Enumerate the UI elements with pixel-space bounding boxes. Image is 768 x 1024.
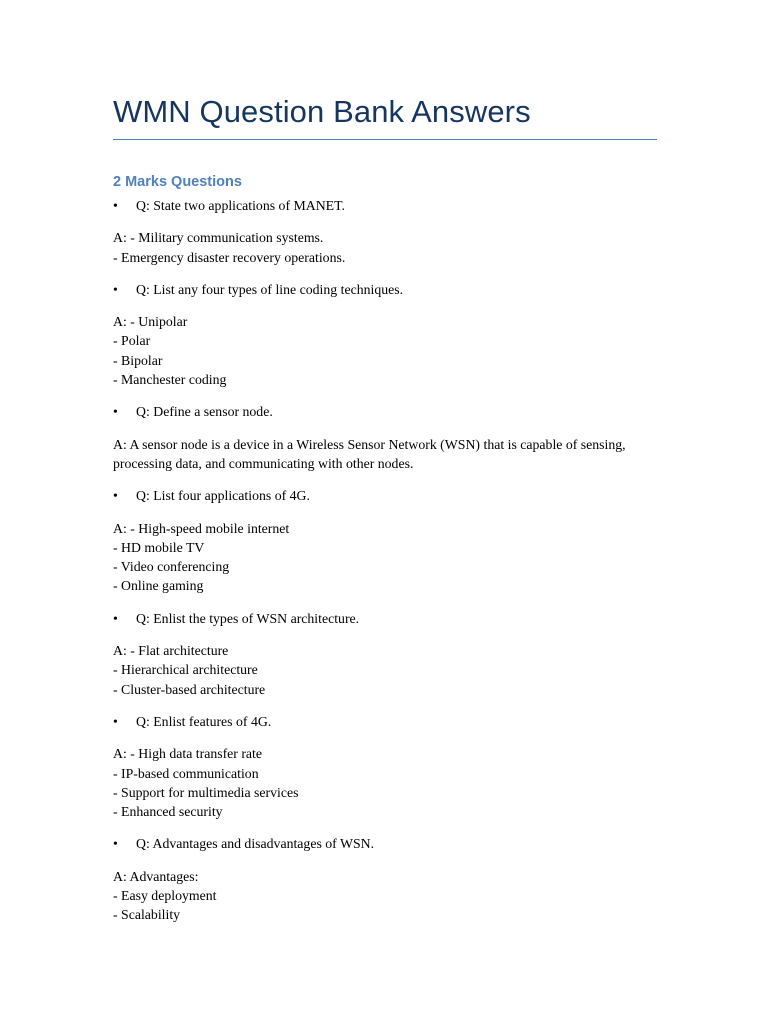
answer-line: - Polar [113,333,151,349]
bullet-icon: • [113,198,118,213]
answer-line: A: - Military communication systems. [113,230,324,246]
bullet-icon: • [113,281,118,297]
question-line [113,712,657,731]
question-line [113,196,657,215]
question-text: Q: List four applications of 4G. [136,488,310,504]
answer-line: - Easy deployment [113,888,217,904]
answer-block [113,641,657,699]
answer-line: - IP-based communication [113,765,259,781]
answer-line: - Emergency disaster recovery operations. [113,249,346,265]
question-text: Q: Enlist the types of WSN architecture. [136,610,360,626]
answer-line: - Online gaming [113,578,204,594]
question-line [113,402,657,421]
bullet-icon: • [113,404,118,420]
question-text: Q: State two applications of MANET. [136,198,345,213]
answer-line: A: - High data transfer rate [113,746,263,762]
document-title: WMN Question Bank Answers [113,94,531,129]
answer-block [113,312,657,389]
answer-block [113,867,657,925]
qa-item [113,609,657,699]
answer-block [113,435,657,474]
answer-line: A: - Unipolar [113,314,188,330]
answer-line: A: - Flat architecture [113,643,229,659]
question-answer-list [113,196,657,938]
answer-line: - Cluster-based architecture [113,681,266,697]
answer-line: - Scalability [113,907,181,923]
answer-line: - Video conferencing [113,559,230,575]
answer-line: - Support for multimedia services [113,784,299,800]
question-line [113,609,657,628]
question-text: Q: Advantages and disadvantages of WSN. [136,836,375,852]
bullet-icon: • [113,488,118,504]
question-text: Q: Define a sensor node. [136,404,273,420]
question-text: Q: List any four types of line coding techniques. [136,281,404,297]
section-heading: 2 Marks Questions [113,174,242,190]
qa-item [113,834,657,924]
bullet-icon: • [113,713,118,729]
answer-block [113,744,657,821]
answer-block [113,228,657,267]
bullet-icon: • [113,610,118,626]
answer-paragraph: A: A sensor node is a device in a Wireless Sensor Network (WSN) that is capable of sensing, processing data, and communicating with other nodes. [113,436,626,471]
title-underline-rule [113,139,657,140]
answer-line: - Manchester coding [113,372,227,388]
question-line [113,280,657,299]
answer-line: - HD mobile TV [113,539,205,555]
qa-item [113,196,657,267]
answer-line: A: - High-speed mobile internet [113,520,290,536]
answer-line: - Bipolar [113,352,163,368]
answer-line: A: Advantages: [113,868,199,884]
qa-item [113,486,657,595]
bullet-icon: • [113,836,118,852]
qa-item [113,712,657,821]
answer-block [113,519,657,596]
answer-line: - Hierarchical architecture [113,662,258,678]
question-text: Q: Enlist features of 4G. [136,713,272,729]
question-line [113,486,657,505]
answer-line: - Enhanced security [113,804,223,820]
qa-item [113,280,657,389]
question-line [113,834,657,853]
qa-item [113,402,657,473]
